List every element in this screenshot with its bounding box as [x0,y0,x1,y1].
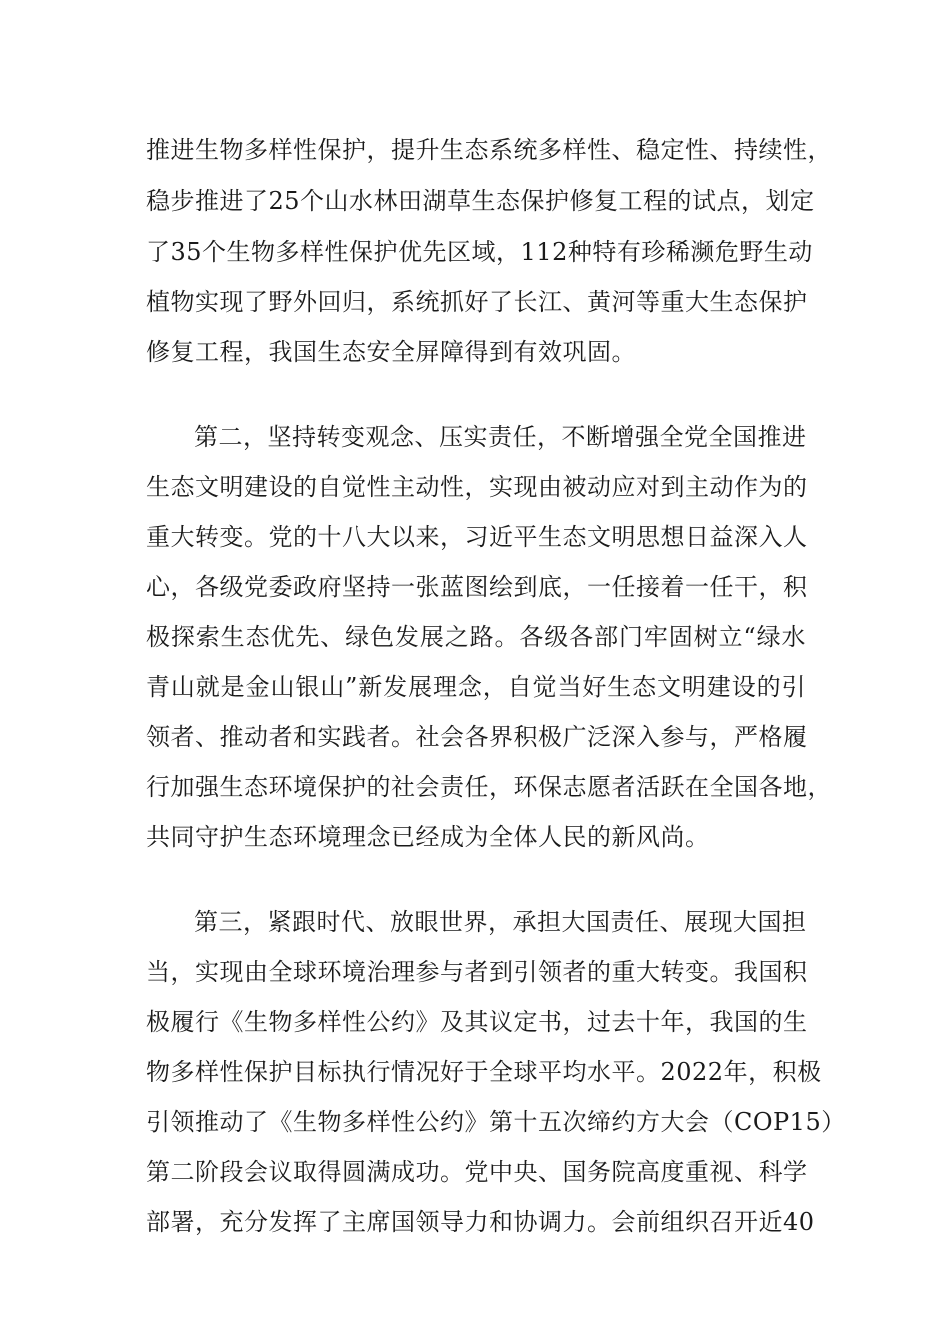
text-line: 引领推动了《生物多样性公约》第十五次缔约方大会（COP15） [146,1108,846,1136]
paragraph-first-line: 第二，坚持转变观念、压实责任，不断增强全党全国推进 [194,423,807,451]
text-line: 青山就是金山银山”新发展理念，自觉当好生态文明建设的引 [146,673,806,701]
text-line: 推进生物多样性保护，提升生态系统多样性、稳定性、持续性， [146,136,832,164]
text-line: 修复工程，我国生态安全屏障得到有效巩固。 [146,338,636,366]
text-line: 物多样性保护目标执行情况好于全球平均水平。2022年，积极 [146,1058,822,1086]
text-line: 了35个生物多样性保护优先区域，112种特有珍稀濒危野生动 [146,238,813,266]
text-line: 植物实现了野外回归，系统抓好了长江、黄河等重大生态保护 [146,288,808,316]
text-line: 共同守护生态环境理念已经成为全体人民的新风尚。 [146,823,710,851]
text-line: 第二阶段会议取得圆满成功。党中央、国务院高度重视、科学 [146,1158,808,1186]
text-line: 部署，充分发挥了主席国领导力和协调力。会前组织召开近40 [146,1208,815,1236]
text-line: 领者、推动者和实践者。社会各界积极广泛深入参与，严格履 [146,723,808,751]
text-line: 当，实现由全球环境治理参与者到引领者的重大转变。我国积 [146,958,808,986]
text-line: 极探索生态优先、绿色发展之路。各级各部门牢固树立“绿水 [146,623,806,651]
text-line: 极履行《生物多样性公约》及其议定书，过去十年，我国的生 [146,1008,808,1036]
text-line: 生态文明建设的自觉性主动性，实现由被动应对到主动作为的 [146,473,808,501]
text-line: 重大转变。党的十八大以来，习近平生态文明思想日益深入人 [146,523,808,551]
text-line: 心，各级党委政府坚持一张蓝图绘到底，一任接着一任干，积 [146,573,808,601]
text-line: 稳步推进了25个山水林田湖草生态保护修复工程的试点，划定 [146,187,815,215]
text-line: 行加强生态环境保护的社会责任，环保志愿者活跃在全国各地， [146,773,832,801]
paragraph-first-line: 第三，紧跟时代、放眼世界，承担大国责任、展现大国担 [194,908,807,936]
